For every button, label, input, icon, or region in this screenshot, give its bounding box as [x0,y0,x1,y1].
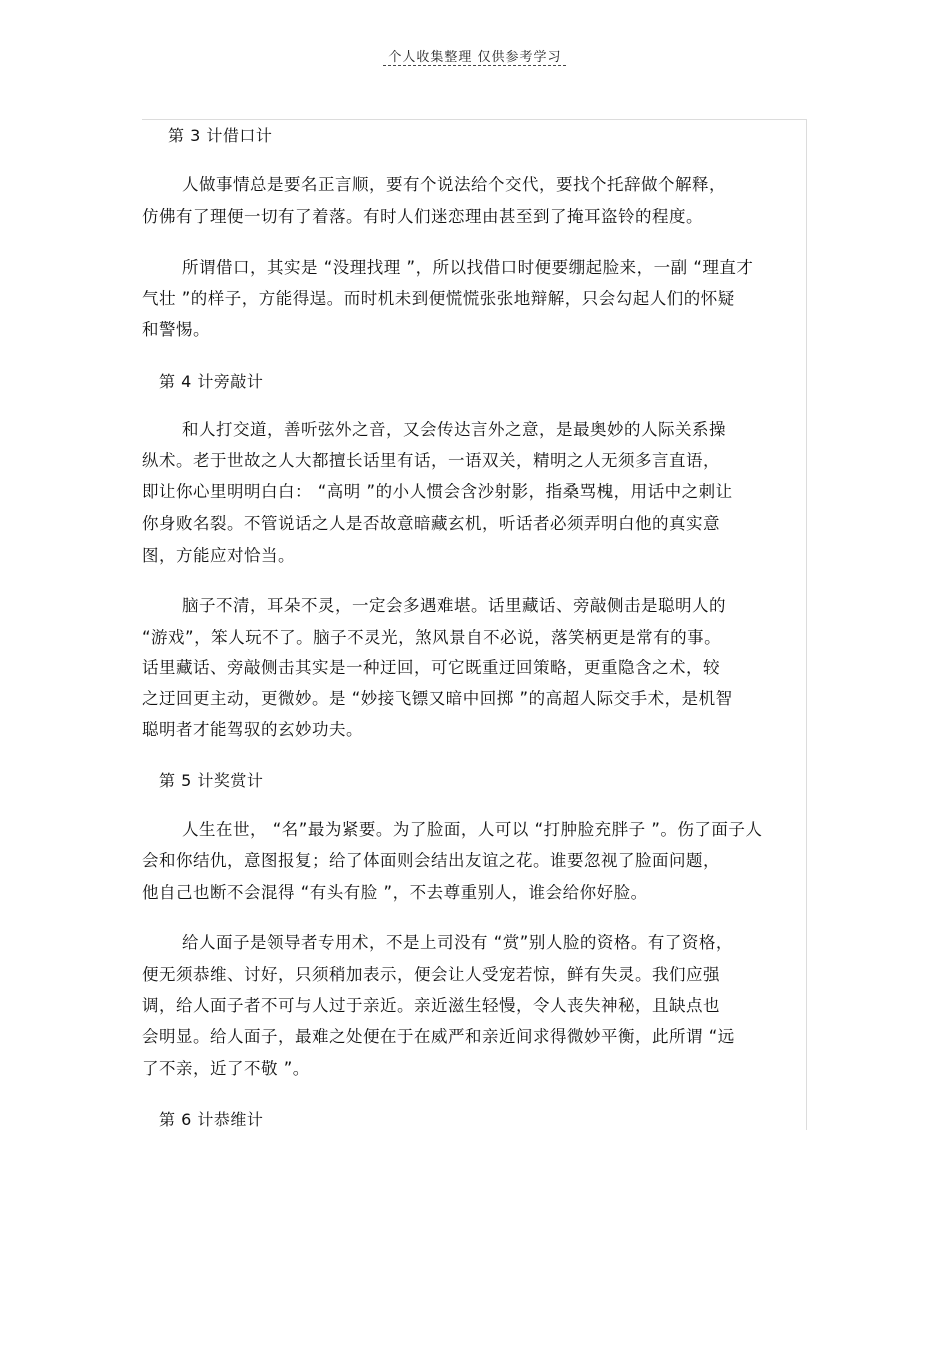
paragraph-line: “游戏”，笨人玩不了。脑子不灵光，煞风景自不必说，落笑柄更是常有的事。 [142,628,722,647]
paragraph-line: 脑子不清，耳朵不灵，一定会多遇难堪。话里藏话、旁敲侧击是聪明人的 [182,596,726,615]
page-header [0,46,950,65]
paragraph-line: 人做事情总是要名正言顺，要有个说法给个交代，要找个托辞做个解释， [182,175,726,194]
paragraph-line: 所谓借口，其实是 “没理找理 ”，所以找借口时便要绷起脸来，一副 “理直才 [182,258,754,277]
paragraph-line: 纵术。老于世故之人大都擅长话里有话，一语双关，精明之人无须多言直语， [142,451,720,470]
paragraph-line: 之迂回更主动，更微妙。是 “妙接飞镖又暗中回掷 ”的高超人际交手术，是机智 [142,689,733,708]
paragraph-line: 调，给人面子者不可与人过于亲近。亲近滋生轻慢，令人丧失神秘，且缺点也 [142,996,720,1015]
paragraph-line: 人生在世， “名”最为紧要。为了脸面，人可以 “打肿脸充胖子 ”。伤了面子人 [182,820,763,839]
paragraph-line: 会和你结仇，意图报复；给了体面则会结出友谊之花。谁要忽视了脸面问题， [142,851,720,870]
section-title: 第 5 计奖赏计 [159,771,264,790]
paragraph-line: 了不亲，近了不敬 ”。 [142,1059,310,1078]
paragraph-line: 你身败名裂。不管说话之人是否故意暗藏玄机，听话者必须弄明白他的真实意 [142,514,720,533]
section-title: 第 6 计恭维计 [159,1110,264,1129]
paragraph-line: 话里藏话、旁敲侧击其实是一种迂回，可它既重迂回策略，更重隐含之术，较 [142,658,720,677]
document-body [142,119,807,1130]
paragraph-line: 仿佛有了理便一切有了着落。有时人们迷恋理由甚至到了掩耳盗铃的程度。 [142,207,703,226]
paragraph-line: 他自己也断不会混得 “有头有脸 ”，不去尊重别人，谁会给你好脸。 [142,883,648,902]
paragraph-line: 图，方能应对恰当。 [142,546,295,565]
paragraph-line: 给人面子是领导者专用术，不是上司没有 “赏”别人脸的资格。有了资格， [182,933,733,952]
paragraph-line: 聪明者才能驾驭的玄妙功夫。 [142,720,363,739]
header-text: 个人收集整理 仅供参考学习 [388,50,562,65]
header-underline [383,65,566,66]
paragraph-line: 气壮 ”的样子，方能得逞。而时机未到便慌慌张张地辩解，只会勾起人们的怀疑 [142,289,735,308]
paragraph-line: 和人打交道，善听弦外之音，又会传达言外之意，是最奥妙的人际关系操 [182,420,726,439]
paragraph-line: 便无须恭维、讨好，只须稍加表示，便会让人受宠若惊，鲜有失灵。我们应强 [142,965,720,984]
paragraph-line: 和警惕。 [142,320,210,339]
paragraph-line: 会明显。给人面子，最难之处便在于在威严和亲近间求得微妙平衡，此所谓 “远 [142,1027,735,1046]
section-title: 第 3 计借口计 [168,126,273,145]
paragraph-line: 即让你心里明明白白： “高明 ”的小人惯会含沙射影，指桑骂槐，用话中之刺让 [142,482,733,501]
section-title: 第 4 计旁敲计 [159,372,264,391]
